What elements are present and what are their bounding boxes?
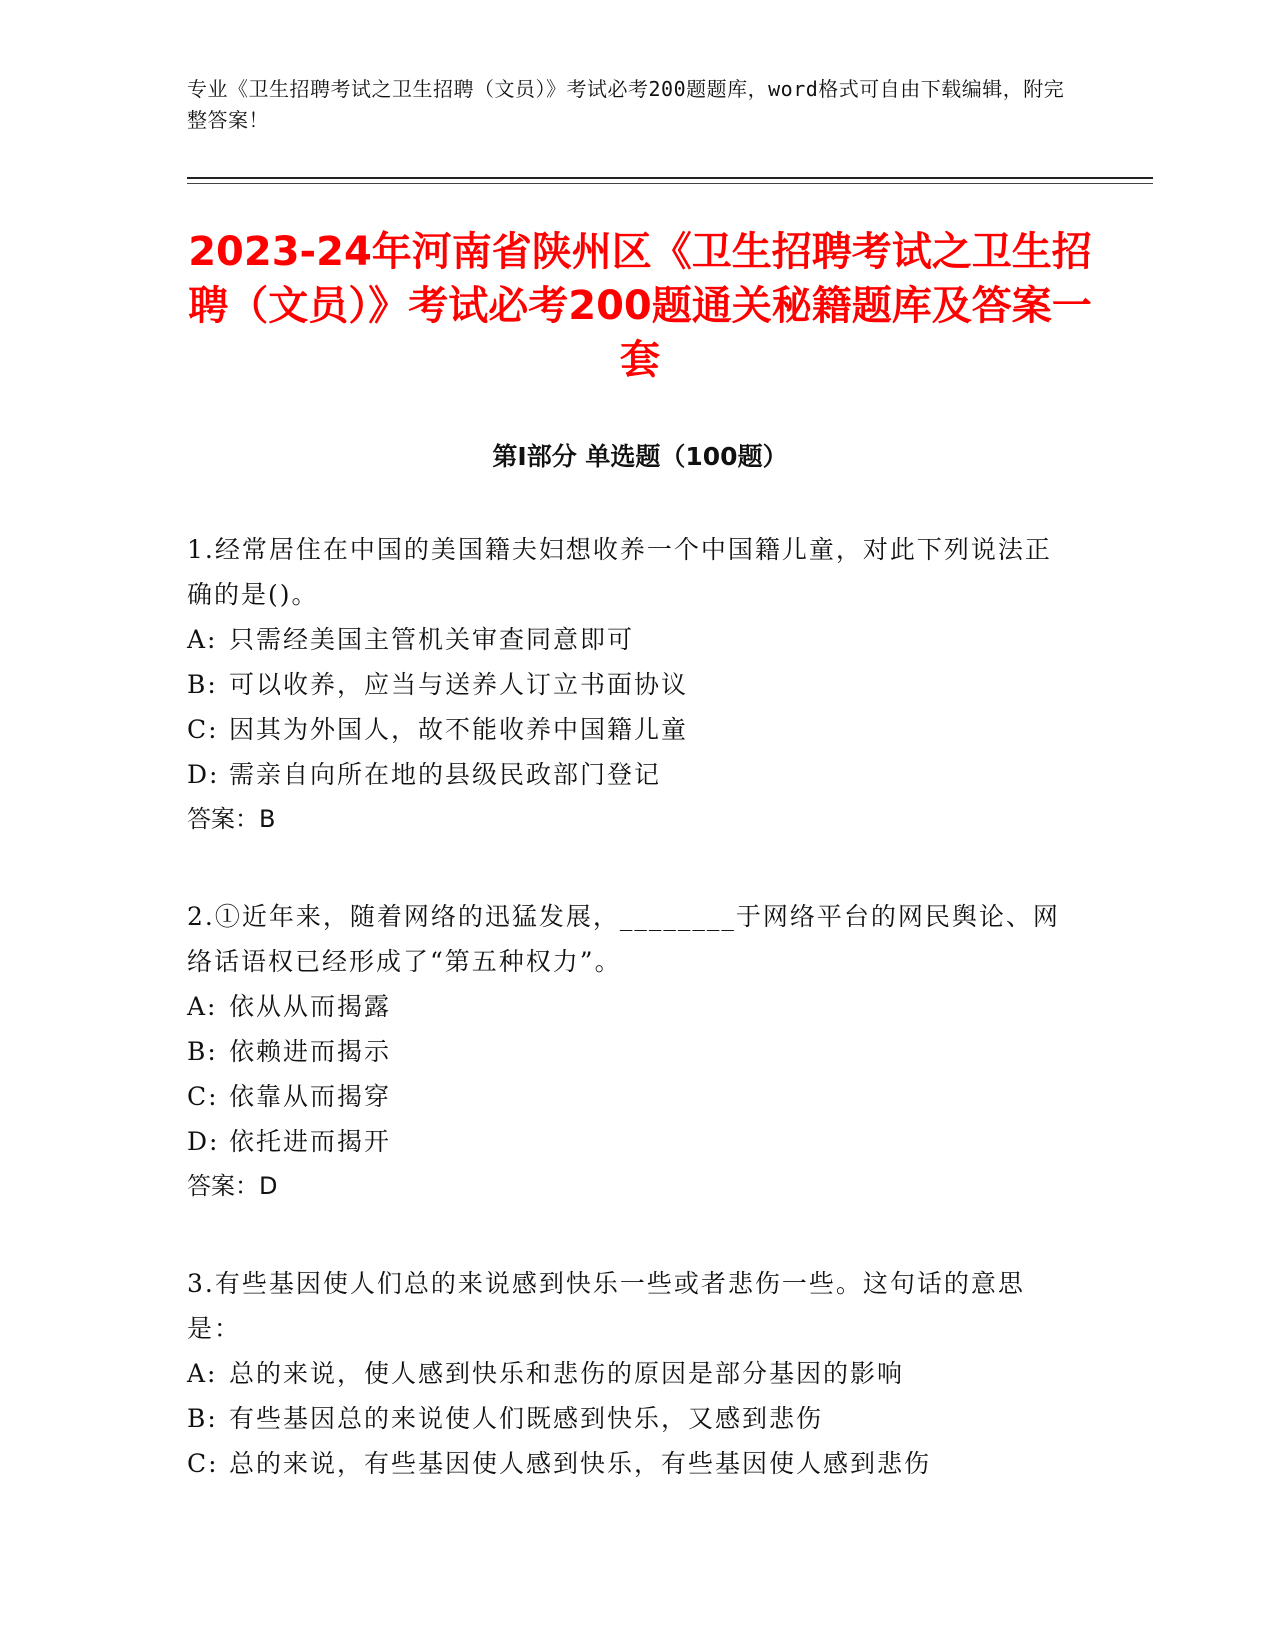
option-text: 可以收养，应当与送养人订立书面协议 <box>229 670 689 699</box>
option-c <box>187 1441 1067 1486</box>
option-text: 只需经美国主管机关审查同意即可 <box>229 625 635 654</box>
option-a <box>187 984 1067 1029</box>
question-item <box>187 1261 1067 1486</box>
header-divider-thick <box>187 177 1153 179</box>
question-list <box>187 527 1067 1538</box>
option-b <box>187 662 1067 707</box>
intro-text: 专业《卫生招聘考试之卫生招聘（文员）》考试必考200题题库，word格式可自由下载编辑，附完整答案！ <box>187 77 1065 132</box>
option-letter: B: <box>187 670 218 699</box>
option-text: 依赖进而揭示 <box>229 1037 392 1066</box>
option-text: 依托进而揭开 <box>229 1127 392 1156</box>
option-text: 依靠从而揭穿 <box>229 1082 392 1111</box>
option-letter: D: <box>187 760 220 789</box>
option-letter: B: <box>187 1404 218 1433</box>
option-letter: D: <box>187 1127 220 1156</box>
question-stem: 3.有些基因使人们总的来说感到快乐一些或者悲伤一些。这句话的意思是： <box>187 1269 1025 1343</box>
question-stem: 2.①近年来，随着网络的迅猛发展，________于网络平台的网民舆论、网络话语权已经形成了“第五种权力”。 <box>187 902 1060 976</box>
option-a <box>187 617 1067 662</box>
question-item <box>187 527 1067 842</box>
option-text: 因其为外国人，故不能收养中国籍儿童 <box>229 715 689 744</box>
option-text: 有些基因总的来说使人们既感到快乐，又感到悲伤 <box>229 1404 824 1433</box>
option-letter: A: <box>187 992 218 1021</box>
option-c <box>187 1074 1067 1119</box>
option-d <box>187 1119 1067 1164</box>
question-item <box>187 894 1067 1209</box>
option-letter: C: <box>187 715 219 744</box>
option-text: 依从从而揭露 <box>229 992 392 1021</box>
option-a <box>187 1351 1067 1396</box>
option-text: 总的来说，使人感到快乐和悲伤的原因是部分基因的影响 <box>229 1359 905 1388</box>
option-b <box>187 1396 1067 1441</box>
document-title: 2023-24年河南省陕州区《卫生招聘考试之卫生招聘（文员）》考试必考200题通关秘籍题库及答案一套 <box>188 229 1092 383</box>
section-heading: 第I部分 单选题（100题） <box>492 442 788 471</box>
option-letter: A: <box>187 1359 218 1388</box>
answer-line: 答案：B <box>187 805 276 833</box>
header-divider-thin <box>187 183 1153 184</box>
option-text: 总的来说，有些基因使人感到快乐，有些基因使人感到悲伤 <box>229 1449 932 1478</box>
option-letter: B: <box>187 1037 218 1066</box>
question-stem: 1.经常居住在中国的美国籍夫妇想收养一个中国籍儿童，对此下列说法正确的是()。 <box>187 535 1052 609</box>
option-text: 需亲自向所在地的县级民政部门登记 <box>229 760 662 789</box>
option-letter: C: <box>187 1082 219 1111</box>
option-letter: A: <box>187 625 218 654</box>
option-b <box>187 1029 1067 1074</box>
option-letter: C: <box>187 1449 219 1478</box>
option-c <box>187 707 1067 752</box>
option-d <box>187 752 1067 797</box>
answer-line: 答案：D <box>187 1172 278 1200</box>
